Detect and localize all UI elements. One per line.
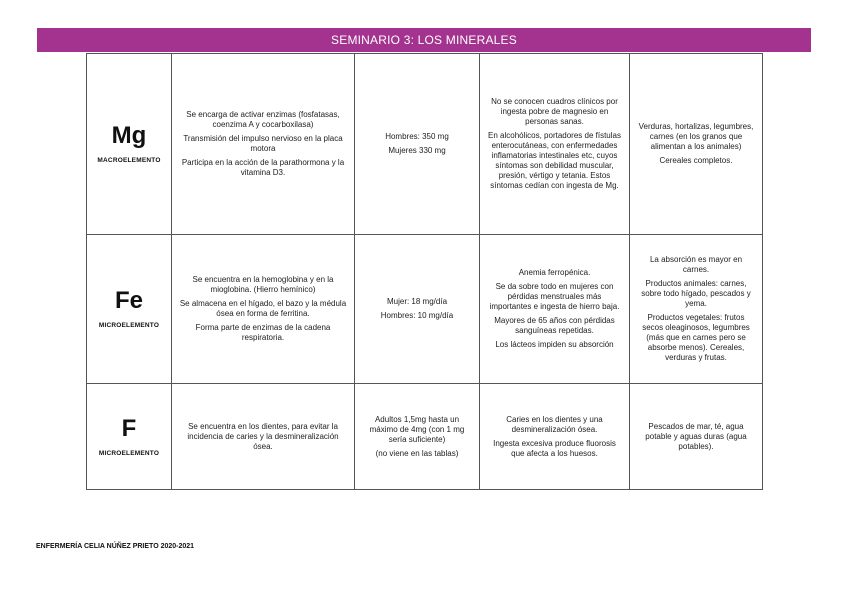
mineral-cell — [87, 54, 172, 235]
deficiency-text: No se conocen cuadros clínicos por ingesta pobre de magnesio en personas sanas. — [491, 97, 618, 126]
requirements-cell — [355, 384, 480, 490]
mineral-type: MACROELEMENTO — [97, 157, 161, 164]
sources-text: Cereales completos. — [659, 156, 733, 165]
functions-text: Se encuentra en la hemoglobina y en la mioglobina. (Hierro hemínico) — [192, 275, 334, 294]
mineral-symbol: F — [121, 414, 137, 442]
sources-text: La absorción es mayor en carnes. — [649, 255, 743, 274]
sources-text: Productos vegetales: frutos secos oleaginosos, legumbres (más que en carnes pero se absorbe menos). Cereales, verduras y frutas. — [642, 313, 750, 362]
functions-text: Se encuentra en los dientes, para evitar la incidencia de caries y la desmineralización ósea. — [187, 421, 339, 451]
deficiency-text: Mayores de 65 años con pérdidas sanguíneas repetidas. — [494, 316, 615, 335]
minerals-table — [86, 53, 763, 490]
functions-text: Se almacena en el hígado, el bazo y la médula ósea en forma de ferritina. — [179, 299, 347, 318]
functions-cell — [172, 54, 355, 235]
table-row-mg — [87, 54, 763, 235]
deficiency-text: Anemia ferropénica. — [518, 268, 591, 277]
requirements-cell — [355, 235, 480, 384]
requirements-text: Hombres: 10 mg/día — [380, 311, 454, 320]
sources-text: Verduras, hortalizas, legumbres, carnes (en los granos que alimentan a los animales) — [638, 122, 754, 151]
deficiency-text: En alcohólicos, portadores de fístulas enterocutáneas, con enfermedades inflamatorias intestinales etc, cuyos síntomas son debilidad muscular, presión, vértigo y tetania. Estos síntomas cedían con ingesta de Mg. — [488, 131, 621, 190]
deficiency-cell — [480, 235, 630, 384]
sources-cell — [630, 235, 763, 384]
deficiency-text: Caries en los dientes y una desmineralización ósea. — [506, 414, 603, 434]
functions-cell — [172, 384, 355, 490]
table-row-fe — [87, 235, 763, 384]
functions-text: Transmisión del impulso nervioso en la placa motora — [183, 134, 343, 153]
mineral-type: MICROELEMENTO — [98, 449, 160, 457]
sources-text: Productos animales: carnes, sobre todo hígado, pescados y yema. — [641, 279, 751, 308]
mineral-symbol: Fe — [114, 287, 143, 314]
sources-cell — [630, 384, 763, 490]
deficiency-text: Ingesta excesiva produce fluorosis que afecta a los huesos. — [493, 438, 616, 458]
requirements-cell — [355, 54, 480, 235]
page-footer: ENFERMERÍA CELIA NÚÑEZ PRIETO 2020-2021 — [36, 543, 195, 550]
sources-text: Pescados de mar, té, agua potable y aguas duras (agua potables). — [645, 421, 747, 451]
page-header — [37, 28, 811, 52]
requirements-text: Adultos 1,5mg hasta un máximo de 4mg (con 1 mg sería suficiente) — [369, 414, 465, 444]
requirements-text: Mujer: 18 mg/día — [386, 297, 448, 306]
mineral-symbol: Mg — [111, 122, 147, 149]
functions-cell — [172, 235, 355, 384]
mineral-type: MICROELEMENTO — [98, 322, 160, 329]
requirements-text: Hombres: 350 mg — [385, 132, 449, 141]
requirements-text: Mujeres 330 mg — [388, 146, 446, 155]
requirements-text: (no viene en las tablas) — [375, 448, 459, 458]
deficiency-cell — [480, 384, 630, 490]
functions-text: Se encarga de activar enzimas (fosfatasas, coenzima A y cocarboxilasa) — [186, 110, 340, 129]
deficiency-text: Se da sobre todo en mujeres con pérdidas menstruales más importantes e ingesta de hierro baja. — [489, 282, 620, 311]
functions-text: Participa en la acción de la parathormona y la vitamina D3. — [181, 158, 345, 177]
page-title: SEMINARIO 3: LOS MINERALES — [331, 33, 517, 47]
deficiency-cell — [480, 54, 630, 235]
mineral-cell — [87, 235, 172, 384]
table-row-f — [87, 384, 763, 490]
functions-text: Forma parte de enzimas de la cadena respiratoria. — [195, 323, 331, 342]
sources-cell — [630, 54, 763, 235]
mineral-cell — [87, 384, 172, 490]
deficiency-text: Los lácteos impiden su absorción — [495, 340, 614, 349]
